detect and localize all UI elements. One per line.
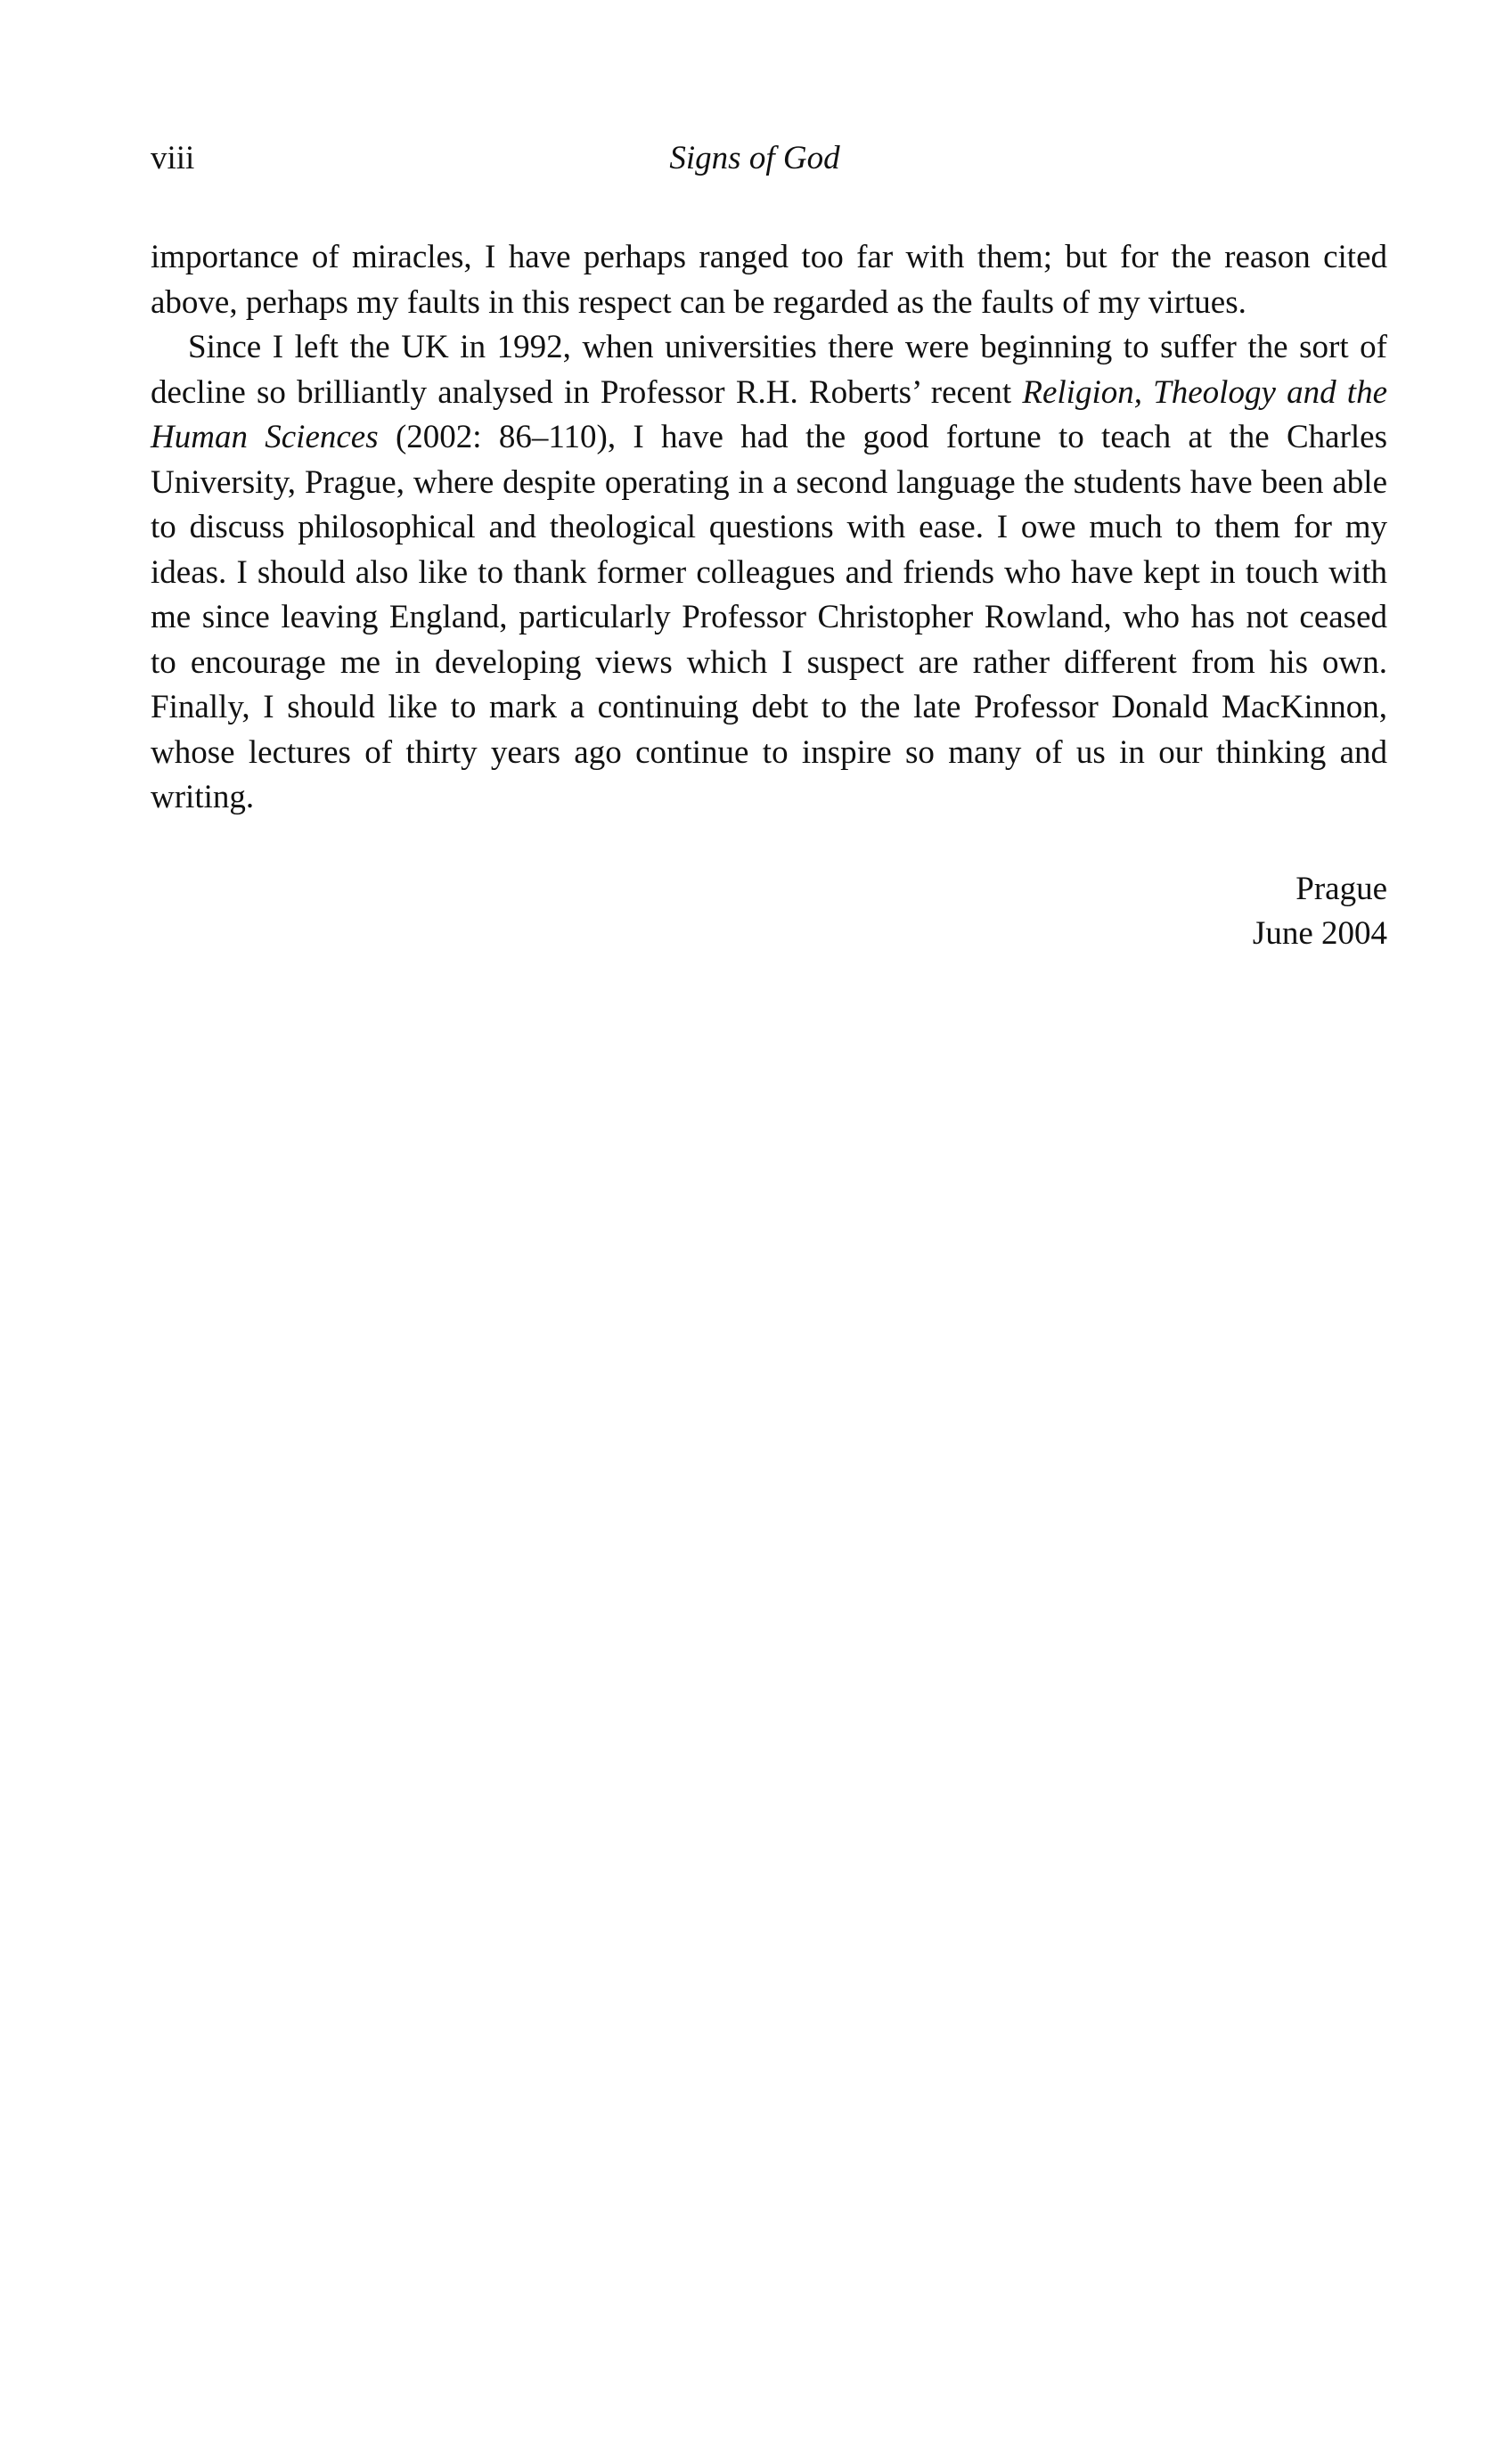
paragraph-acknowledgements [151, 325, 1387, 821]
preface-body [151, 235, 1387, 821]
paragraph-text-start: Since I left the UK in 1992, when universities there were beginning to suffer the sort of decline so brilliantly analysed in Professor R.H. Roberts’ recent [151, 329, 1387, 411]
book-page [151, 134, 1387, 957]
paragraph-text-end: (2002: 86–110), I have had the good fortune to teach at the Charles University, Prague, where despite operating in a second language the students have been able to discuss philosophical and theological questions with ease. I owe much to them for my ideas. I should also like to thank former colleagues and friends who have kept in touch with me since leaving England, particularly Professor Christopher Rowland, who has not ceased to encourage me in developing views which I suspect are rather different from his own. Finally, I should like to mark a continuing debt to the late Professor Donald MacKinnon, whose lectures of thirty years ago continue to inspire so many of us in our thinking and writing. [151, 419, 1387, 815]
signoff-place: Prague [1295, 870, 1387, 907]
book-title: Signs of God [669, 140, 840, 176]
page-number: viii [151, 140, 195, 176]
cited-book-title: Religion, Theology and the Human Sciences [151, 373, 1387, 455]
signoff [151, 867, 1387, 957]
signoff-date: June 2004 [1252, 915, 1387, 952]
paragraph-continued: importance of miracles, I have perhaps ranged too far with them; but for the reason cited above, perhaps my faults in this respect can be regarded as the faults of my virtues. [151, 239, 1387, 321]
running-head [151, 134, 1387, 184]
